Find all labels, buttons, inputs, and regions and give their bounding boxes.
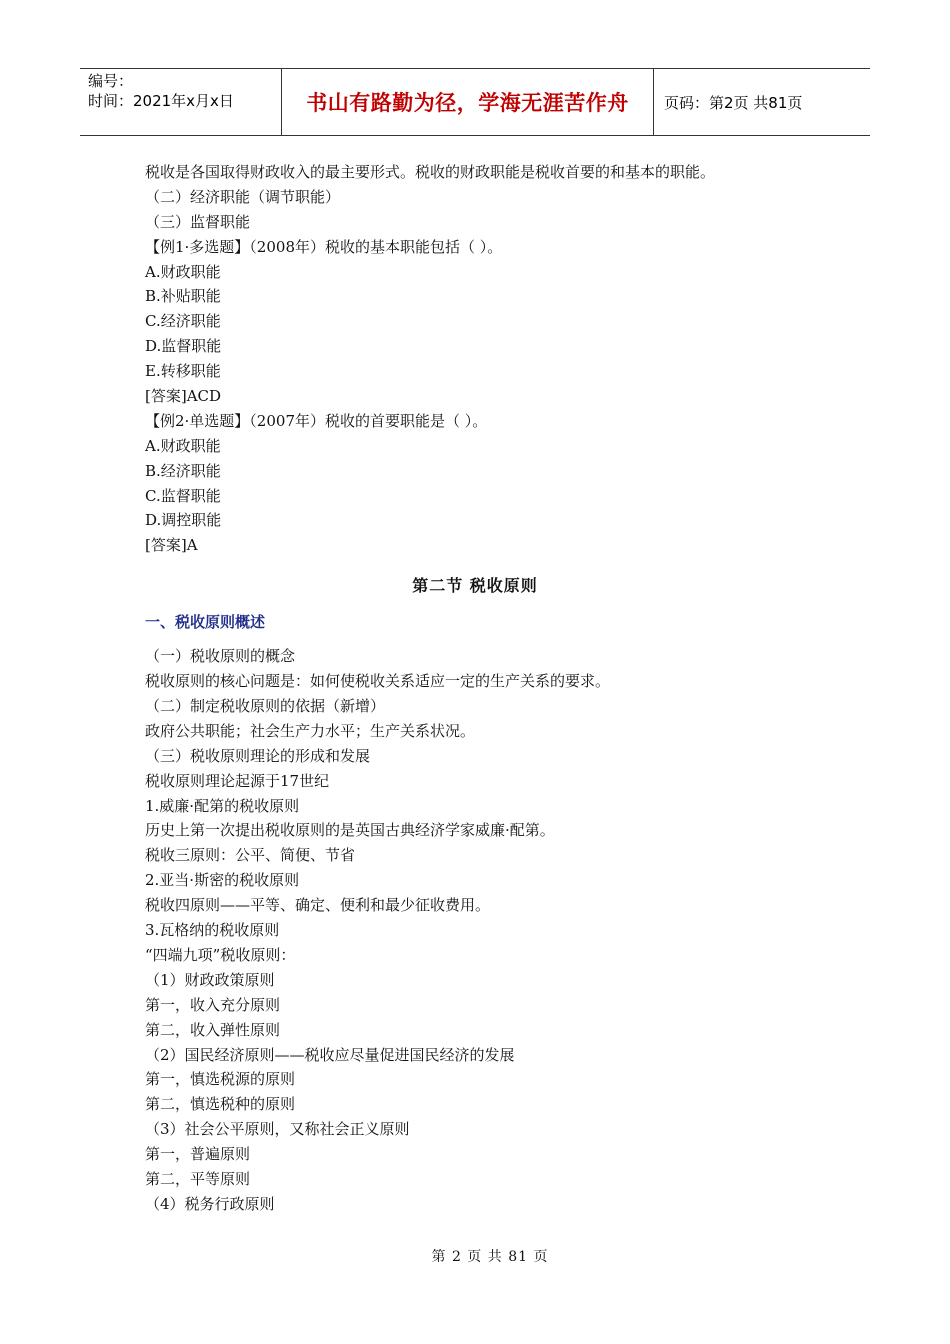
answer-line: [答案]ACD xyxy=(145,387,222,406)
subsection-title: 一、税收原则概述 xyxy=(145,613,266,632)
question-line: 【例2·单选题】（2007年）税收的首要职能是（ ）。 xyxy=(145,411,488,430)
page-footer: 第 2 页 共 81 页 xyxy=(431,1249,549,1265)
header-meta xyxy=(80,69,282,135)
page-header xyxy=(80,68,870,136)
option-line: D.监督职能 xyxy=(145,337,222,356)
text-line: （2）国民经济原则——税收应尽量促进国民经济的发展 xyxy=(145,1045,515,1064)
question-line: 【例1·多选题】（2008年）税收的基本职能包括（ ）。 xyxy=(145,237,503,256)
text-line: （4）税务行政原则 xyxy=(145,1194,275,1213)
text-line: （1）财政政策原则 xyxy=(145,970,275,989)
text-line: （三）税收原则理论的形成和发展 xyxy=(145,746,371,765)
text-line: 税收是各国取得财政收入的最主要形式。税收的财政职能是税收首要的和基本的职能。 xyxy=(145,163,716,181)
text-line: （3）社会公平原则，又称社会正义原则 xyxy=(145,1120,410,1139)
text-line: 税收原则的核心问题是：如何使税收关系适应一定的生产关系的要求。 xyxy=(145,672,611,691)
text-line: 第二，平等原则 xyxy=(145,1169,251,1188)
text-line: 第一，慎选税源的原则 xyxy=(145,1070,296,1089)
text-line: 第一，收入充分原则 xyxy=(145,995,281,1014)
top-lines xyxy=(145,160,825,558)
text-line: 3.瓦格纳的税收原则 xyxy=(145,921,280,940)
text-line: （二）经济职能（调节职能） xyxy=(145,187,341,206)
option-line: C.经济职能 xyxy=(145,312,221,331)
text-line: 第二，慎选税种的原则 xyxy=(145,1095,296,1114)
text-line: 2.亚当·斯密的税收原则 xyxy=(145,871,300,890)
option-line: A.财政职能 xyxy=(145,262,221,281)
option-line: A.财政职能 xyxy=(145,436,221,455)
answer-line: [答案]A xyxy=(145,536,198,555)
section-title: 第二节 税收原则 xyxy=(412,576,538,596)
text-line: （一）税收原则的概念 xyxy=(145,647,296,666)
option-line: D.调控职能 xyxy=(145,511,222,530)
document-body xyxy=(145,160,825,1217)
text-line: 税收原则理论起源于17世纪 xyxy=(145,771,330,790)
text-line: （三）监督职能 xyxy=(145,212,251,231)
option-line: C.监督职能 xyxy=(145,486,221,505)
time-label: 时间：2021年x月x日 xyxy=(88,92,234,110)
option-line: B.经济职能 xyxy=(145,461,221,480)
option-line: B.补贴职能 xyxy=(145,287,221,306)
text-line: 税收三原则：公平、简便、节省 xyxy=(145,846,356,865)
text-line: 政府公共职能；社会生产力水平；生产关系状况。 xyxy=(145,721,476,740)
bottom-lines xyxy=(145,644,825,1216)
number-label: 编号： xyxy=(88,72,134,90)
text-line: 税收四原则——平等、确定、便利和最少征收费用。 xyxy=(145,896,491,915)
option-line: E.转移职能 xyxy=(145,362,221,381)
text-line: 第二，收入弹性原则 xyxy=(145,1020,281,1039)
text-line: 1.威廉·配第的税收原则 xyxy=(145,796,300,815)
text-line: 第一，普遍原则 xyxy=(145,1145,251,1164)
text-line: “四端九项”税收原则： xyxy=(145,945,296,964)
text-line: 历史上第一次提出税收原则的是英国古典经济学家威廉·配第。 xyxy=(145,821,555,840)
header-page-info: 页码：第2页 共81页 xyxy=(664,93,803,112)
header-motto: 书山有路勤为径，学海无涯苦作舟 xyxy=(282,69,654,135)
text-line: （二）制定税收原则的依据（新增） xyxy=(145,697,386,716)
